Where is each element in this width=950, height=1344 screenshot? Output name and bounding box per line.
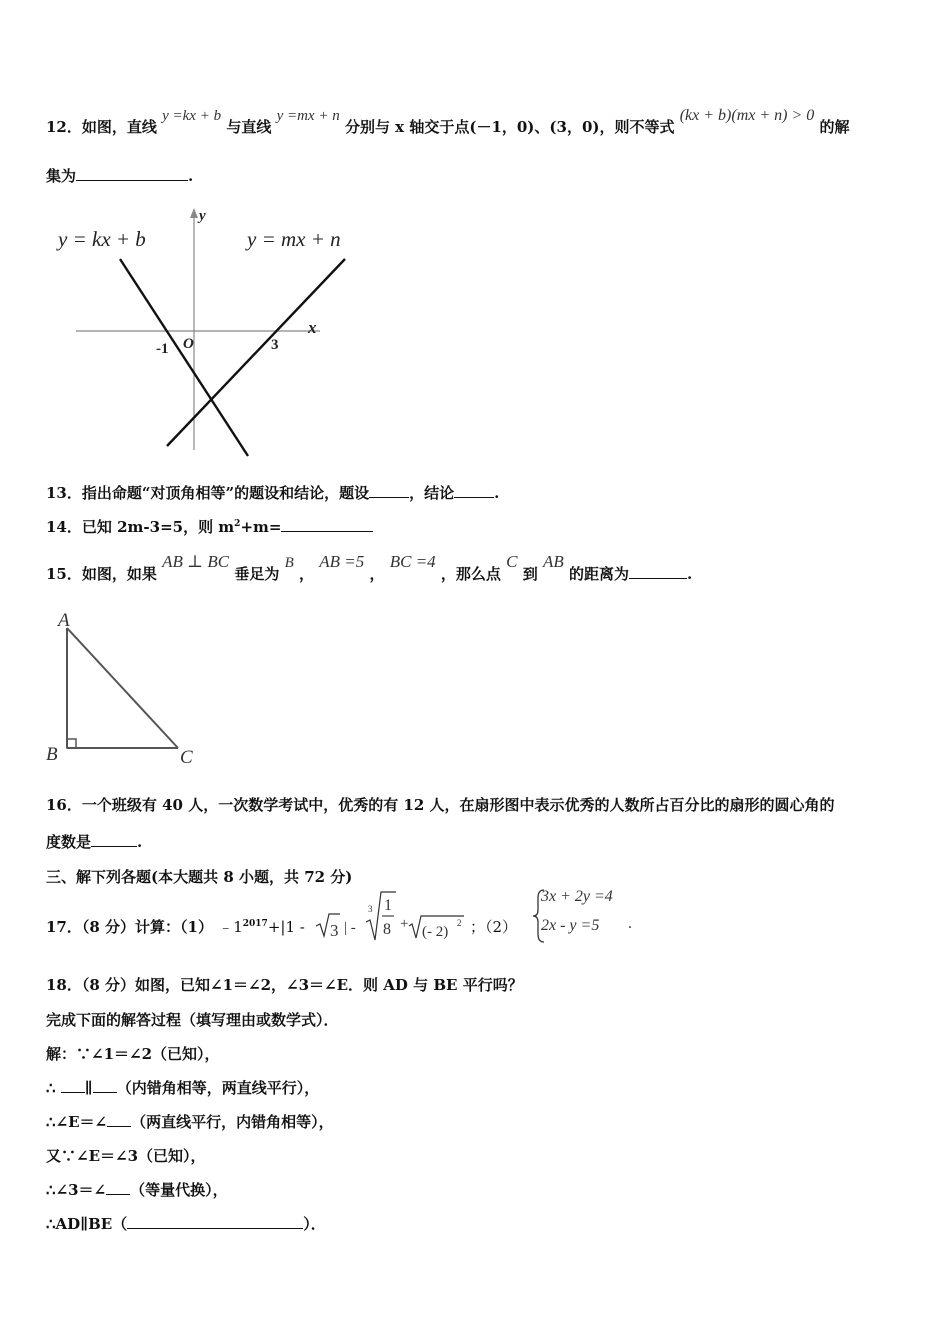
q14-suffix: +m= [240, 518, 282, 536]
q18-blank-angle-1[interactable] [107, 1112, 131, 1127]
graph-origin-label: O [183, 336, 194, 352]
q16-line2-text: 度数是 [46, 833, 92, 851]
q12-answer-blank[interactable] [76, 166, 188, 181]
q18-blank-angle-2[interactable] [106, 1180, 130, 1195]
q18-angle-3-eq: ∴∠3＝∠ [46, 1181, 107, 1199]
q18-line8 [46, 1213, 326, 1234]
q18-step-known: 又∵∠E＝∠3（已知）， [46, 1147, 206, 1165]
section-3-title-text: 三、解下列各题(本大题共 8 小题，共 72 分) [46, 868, 353, 886]
q18-reason-3: （等量代换）， [130, 1181, 228, 1199]
cbrt-index: 3 [368, 904, 373, 914]
q15-distance-text: 的距离为 [569, 565, 630, 583]
system-eq1: 3x + 2y =4 [541, 888, 613, 905]
q15-foot-text: 垂足为 [234, 565, 280, 583]
q18-line2 [46, 1009, 339, 1030]
q12-eq2: y =mx + n [276, 108, 340, 124]
q12-line1 [46, 107, 850, 137]
q12-mid1: 与直线 [226, 118, 272, 136]
q18-reason-2: （两直线平行，内错角相等）， [131, 1113, 334, 1131]
vertex-c-label: C [180, 747, 193, 768]
side-ac [67, 628, 178, 748]
q13-end: . [494, 484, 500, 502]
right-angle-mark [67, 739, 76, 748]
frac-numerator: 1 [384, 897, 392, 914]
q17-part2-label [470, 916, 517, 937]
q13-prefix: 13．指出命题“对顶角相等”的题设和结论，题设 [46, 484, 370, 502]
q12-inequality: (kx + b)(mx + n) > 0 [679, 107, 815, 124]
q17-plus: + [400, 916, 409, 932]
q16-text: 16．一个班级有 40 人，一次数学考试中，优秀的有 12 人，在扇形图中表示优秀的人数所占百分比的扇形的圆心角的 [46, 796, 835, 814]
q18-parallel-sign: ∥ [84, 1079, 93, 1097]
q13 [46, 482, 499, 503]
q15-bc-eq-4: BC =4 [389, 552, 436, 571]
q14-answer-blank[interactable] [281, 517, 373, 532]
graph-tick-neg1: -1 [156, 341, 169, 357]
q15-point-c: C [506, 552, 518, 571]
q17-abs-open: +|1 - [267, 918, 305, 936]
q18-therefore-1: ∴ [46, 1079, 56, 1097]
q18-line6 [46, 1145, 206, 1166]
q18-conclusion-end: ）． [303, 1215, 326, 1233]
q18-line7 [46, 1179, 228, 1200]
sq-exponent: 2 [457, 918, 462, 928]
q15-ab-perp-bc: AB ⊥ BC [162, 552, 230, 571]
q16-line1 [46, 794, 835, 815]
q17-neg-one: ﹣1 [218, 918, 243, 936]
q14 [46, 516, 373, 537]
vertex-b-label: B [46, 744, 58, 765]
sqrt3-radicand: 3 [330, 921, 339, 940]
q18-instruction: 完成下面的解答过程（填写理由或数学式）． [46, 1011, 339, 1029]
y-axis-arrow [190, 208, 198, 218]
q18-question: 18．（8 分）如图，已知∠1＝∠2，∠3＝∠E．则 AD 与 BE 平行吗？ [46, 976, 523, 994]
frac-denominator: 8 [383, 921, 391, 938]
q12-graph [50, 200, 360, 460]
q15-triangle [40, 608, 210, 770]
graph-y-label: y [199, 208, 206, 224]
graph-x-label: x [308, 318, 317, 337]
q15-point-b: B [284, 555, 294, 571]
q12-suffix: 的解 [819, 118, 850, 136]
q12-prefix: 12．如图，直线 [46, 118, 157, 136]
q18-conclusion: ∴AD∥BE（ [46, 1215, 128, 1233]
q12-eq1: y =kx + b [162, 108, 222, 124]
q15-prefix: 15．如图，如果 [46, 565, 157, 583]
graph-label-mx-n: y = mx + n [247, 227, 341, 251]
q15-line-ab: AB [542, 552, 564, 571]
graph-tick-3: 3 [271, 337, 279, 353]
vertex-a-label: A [58, 610, 70, 631]
q15-answer-blank[interactable] [629, 564, 687, 579]
q18-blank-line2[interactable] [93, 1078, 117, 1093]
system-eq2: 2x - y =5 [541, 917, 600, 934]
q15-ab-eq-5: AB =5 [319, 552, 365, 571]
q15-then-point: ，那么点 [440, 565, 501, 583]
q17-exponent: 2017 [242, 919, 268, 929]
q17-prefix: 17．（8 分）计算：（1） [46, 918, 213, 936]
q15-to: 到 [522, 565, 538, 583]
q14-exponent: 2 [234, 519, 241, 529]
q18-line1 [46, 974, 523, 995]
q15 [46, 552, 693, 584]
system-dot: . [628, 915, 632, 932]
q17-radicals [314, 886, 474, 946]
q18-blank-reason[interactable] [127, 1214, 303, 1229]
q13-mid: ，结论 [409, 484, 455, 502]
q12-line2 [46, 165, 193, 186]
q18-reason-1: （内错角相等，两直线平行）， [116, 1079, 320, 1097]
q16-answer-blank[interactable] [91, 832, 137, 847]
q12-mid2: 分别与 x 轴交于点(－1，0)、(3，0)，则不等式 [344, 118, 675, 136]
q18-step1: 解：∵∠1＝∠2（已知）， [46, 1045, 220, 1063]
q12-line2-text: 集为 [46, 167, 77, 185]
q15-end: . [687, 565, 693, 583]
q18-line3 [46, 1043, 220, 1064]
q16-end: . [137, 833, 143, 851]
q16-line2 [46, 831, 142, 852]
q13-premise-blank[interactable] [369, 483, 409, 498]
q17-abs-close: | - [344, 920, 356, 936]
q17-sep: ；（2） [470, 918, 518, 936]
q14-prefix: 14．已知 2m-3=5，则 m [46, 518, 235, 536]
section-3-title [46, 866, 352, 887]
sq-inner: (- 2) [422, 924, 449, 940]
q18-line5 [46, 1111, 334, 1132]
q17 [46, 916, 305, 937]
q18-blank-line1[interactable] [61, 1078, 85, 1093]
graph-label-kx-b: y = kx + b [58, 227, 146, 251]
q15-comma2: ， [369, 565, 385, 583]
q18-angle-e-eq: ∴∠E＝∠ [46, 1113, 108, 1131]
q12-end: . [188, 167, 194, 185]
q18-line4 [46, 1077, 319, 1098]
q15-comma1: ， [298, 565, 314, 583]
q13-conclusion-blank[interactable] [454, 483, 494, 498]
